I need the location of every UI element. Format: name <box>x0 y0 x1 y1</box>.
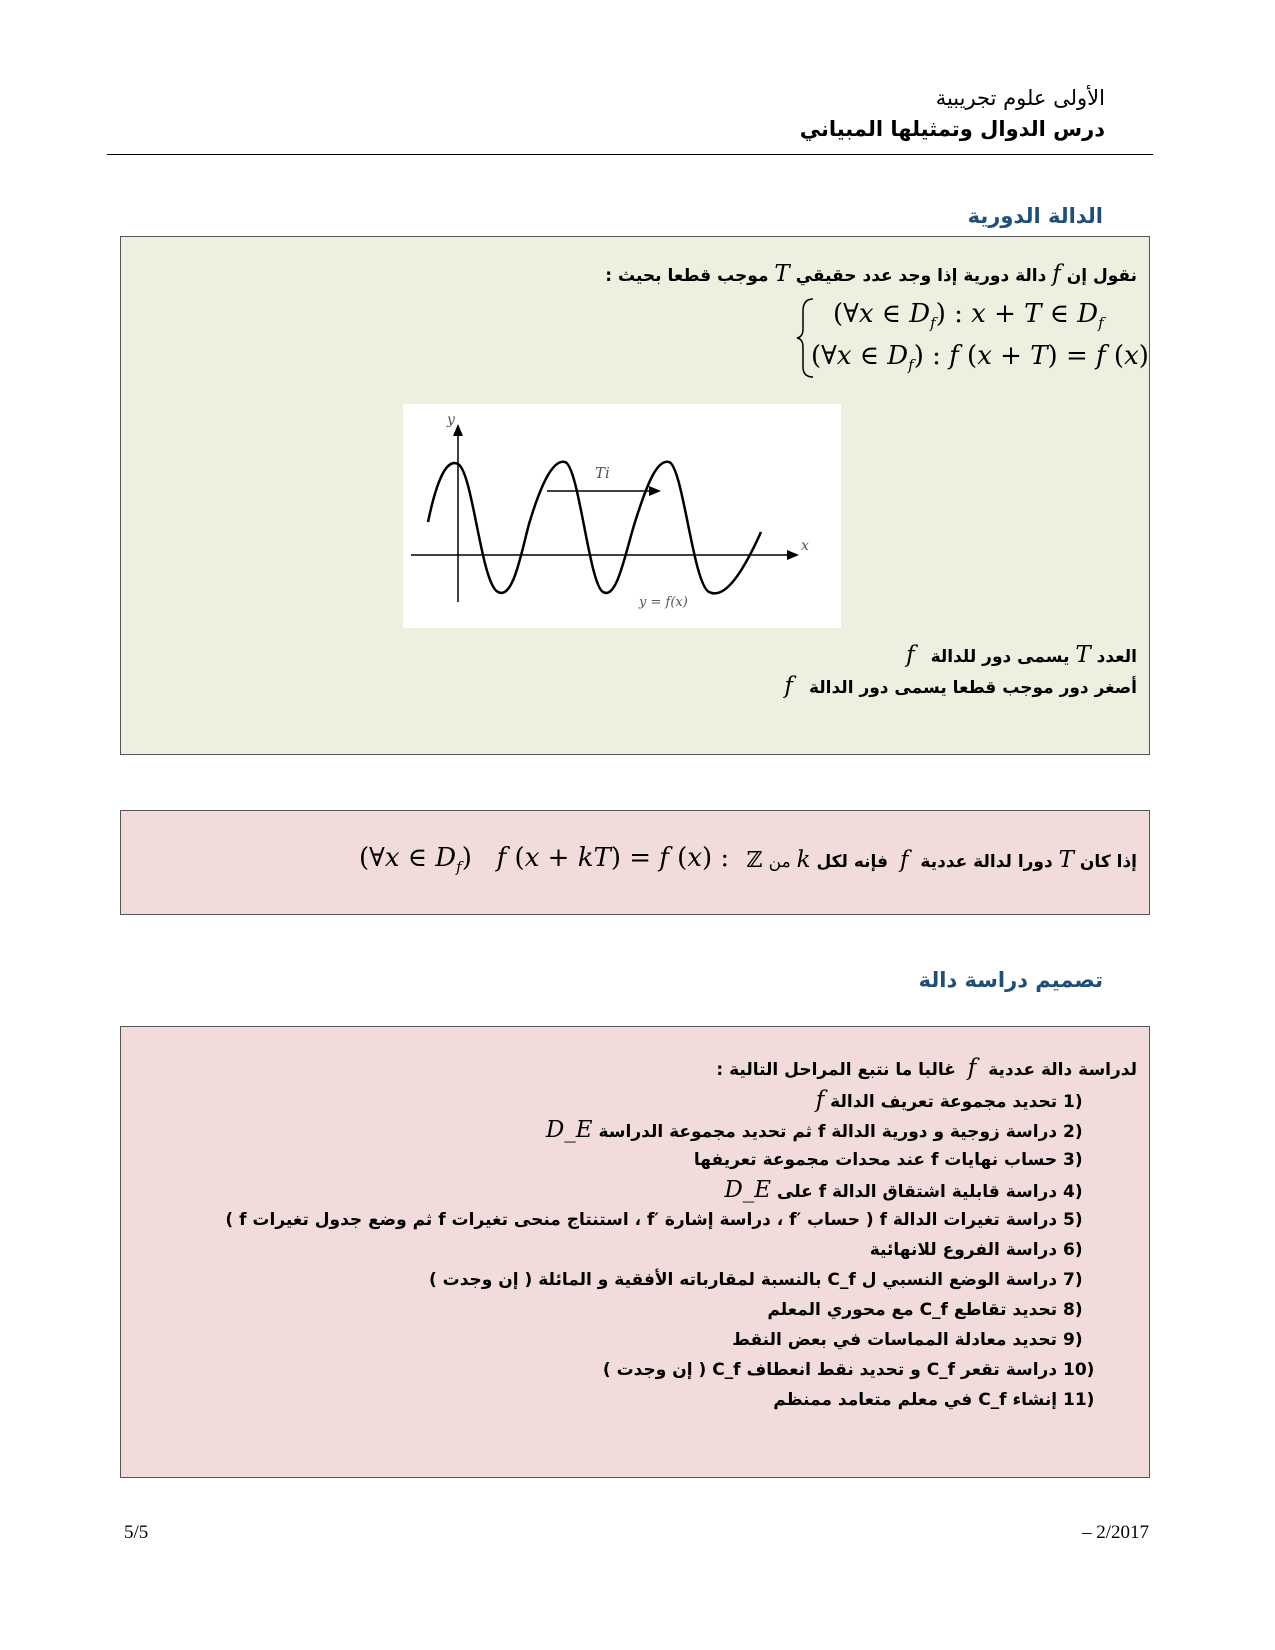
header-divider <box>107 154 1153 155</box>
study-intro: لدراسة دالة عددية f غالبا ما نتبع المراحل التالية : <box>716 1055 1137 1081</box>
list-item: (7 دراسة الوضع النسبي ل C_f بالنسبة لمقارباته الأفقية و المائلة ( إن وجدت ) <box>428 1270 1083 1290</box>
study-steps-box <box>120 1026 1150 1478</box>
list-item: (4 دراسة قابلية اشتقاق الدالة f على D_E <box>724 1177 1083 1203</box>
property-box <box>120 810 1150 915</box>
list-item: (3 حساب نهايات f عند محدات مجموعة تعريفها <box>693 1150 1083 1170</box>
property-formula: (∀x ∈ $D_f$) f (x + kT) = f (x) : <box>359 843 730 877</box>
definition-text: نقول إن f دالة دورية إذا وجد عدد حقيقي T موجب قطعا بحيث : <box>605 261 1137 287</box>
header-level: الأولى علوم تجريبية <box>935 86 1105 110</box>
list-item: (1 تحديد مجموعة تعريف الدالة f <box>815 1087 1083 1113</box>
footer-year: – 2/2017 <box>1081 1522 1149 1543</box>
list-item: (9 تحديد معادلة المماسات في بعض النقط <box>732 1330 1083 1350</box>
list-item: (6 دراسة الفروع للانهائية <box>869 1240 1083 1260</box>
list-item: (5 دراسة تغيرات الدالة f ( حساب ′f ، دراسة إشارة ′f ، استنتاج منحى تغيرات f ثم وضع جدول تغيرات f ) <box>225 1210 1083 1230</box>
section-heading-study: تصميم دراسة دالة <box>918 968 1103 992</box>
study-steps-list <box>225 1085 1101 1415</box>
period-label: Ti <box>595 464 610 482</box>
y-axis-label: y <box>447 412 455 428</box>
lesson-title: درس الدوال وتمثيلها المبياني <box>799 117 1105 141</box>
smallest-period-note: أصغر دور موجب قطعا يسمى دور الدالة f <box>784 673 1137 699</box>
section-heading-periodic: الدالة الدورية <box>967 204 1103 228</box>
period-note: العدد T يسمى دور للدالة f <box>906 642 1137 668</box>
property-text: إذا كان T دورا لدالة عددية f فإنه لكل k من ℤ <box>746 847 1137 873</box>
condition-2: (∀x ∈ $D_f$) : f (x + T) = f (x) <box>811 341 1149 375</box>
definition-conditions <box>793 295 1149 380</box>
list-item: (10 دراسة تقعر C_f و تحديد نقط انعطاف C_f ( إن وجدت ) <box>602 1360 1095 1380</box>
x-axis-label: x <box>801 538 809 554</box>
condition-1: (∀x ∈ $D_f$) : x + T ∈ $D_f$ <box>833 299 1104 333</box>
periodic-function-graph <box>403 404 841 628</box>
definition-box <box>120 236 1150 755</box>
list-item: (8 تحديد تقاطع C_f مع محوري المعلم <box>767 1300 1083 1320</box>
page-number: 5/5 <box>124 1522 149 1543</box>
list-item: (11 إنشاء C_f في معلم متعامد ممنظم <box>773 1390 1095 1410</box>
curve-label: y = f(x) <box>639 595 688 610</box>
list-item: (2 دراسة زوجية و دورية الدالة f ثم تحديد مجموعة الدراسة D_E <box>545 1117 1083 1143</box>
